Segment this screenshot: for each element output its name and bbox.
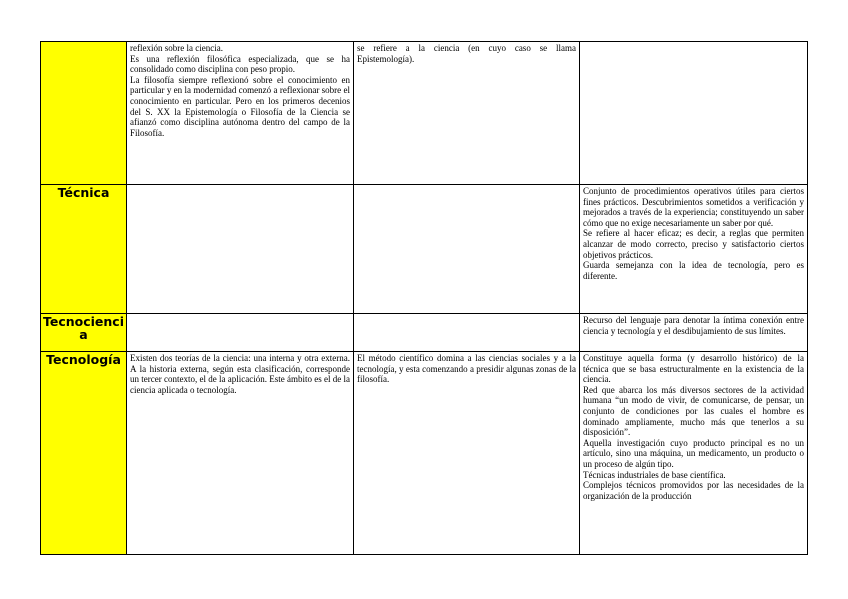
definition-cell [354, 352, 580, 555]
paragraph: Conjunto de procedimientos operativos útiles para ciertos fines prácticos. Descubrimientos sometidos a verificación y mejorados a través de la experiencia; constituyendo un saber cómo que no exige necesariamente un saber por qué. [583, 186, 804, 228]
definition-cell [354, 42, 580, 185]
table-row [41, 314, 808, 352]
term-label: Tecnociencia [43, 314, 125, 342]
paragraph: El método científico domina a las ciencias sociales y a la tecnología, y esta comenzando a presidir algunas zonas de la filosofía. [357, 353, 576, 385]
paragraph: Aquella investigación cuyo producto principal es no un artículo, sino una máquina, un medicamento, un producto o un proceso de algún tipo. [583, 437, 804, 469]
paragraph: Red que abarca los más diversos sectores de la actividad humana “un modo de vivir, de comunicarse, de pensar, un conjunto de condiciones por las cuales el hombre es dominado ampliamente, mucho más que tenerlos a su disposición”. [583, 384, 804, 438]
term-cell [41, 185, 127, 314]
definition-cell [580, 42, 808, 185]
definition-cell [127, 42, 354, 185]
definition-cell [127, 185, 354, 314]
paragraph: reflexión sobre la ciencia. [130, 43, 223, 53]
table-row [41, 42, 808, 185]
definition-cell [580, 314, 808, 352]
paragraph: se refiere a la ciencia (en cuyo caso se llama Epistemología). [357, 43, 576, 64]
paragraph: Se refiere al hacer eficaz; es decir, a reglas que permiten alcanzar de modo correcto, preciso y satisfactorio ciertos objetivos prácticos. [583, 228, 804, 260]
term-cell [41, 352, 127, 555]
paragraph: Guarda semejanza con la idea de tecnología, pero es diferente. [583, 260, 804, 281]
paragraph: Es una reflexión filosófica especializada, que se ha consolidado como disciplina con peso propio. [130, 53, 350, 75]
definition-cell [127, 314, 354, 352]
definition-cell [580, 352, 808, 555]
table-row [41, 352, 808, 555]
paragraph: Complejos técnicos promovidos por las necesidades de la organización de la producción [583, 480, 804, 501]
paragraph: La filosofía siempre reflexionó sobre el conocimiento en particular y en la modernidad comenzó a reflexionar sobre el conocimiento en particular. Pero en los primeros decenios del S. XX la Epistemología o Filosofía de la Ciencia se afianzó como disciplina autónoma dentro del campo de la Filosofía. [130, 74, 350, 138]
definition-cell [580, 185, 808, 314]
definition-cell [127, 352, 354, 555]
paragraph: Constituye aquella forma (y desarrollo histórico) de la técnica que se basa estructuralmente en la existencia de la ciencia. [583, 353, 804, 385]
paragraph: Recurso del lenguaje para denotar la íntima conexión entre ciencia y tecnología y el desdibujamiento de sus límites. [583, 315, 804, 336]
term-cell [41, 314, 127, 352]
paragraph: Existen dos teorías de la ciencia: una interna y otra externa. A la historia externa, según esta clasificación, corresponde un tercer contexto, el de la aplicación. Este ámbito es el de la ciencia aplicada o tecnología. [130, 353, 350, 395]
term-cell [41, 42, 127, 185]
table-row [41, 185, 808, 314]
definition-cell [354, 314, 580, 352]
definition-cell [354, 185, 580, 314]
term-label: Tecnología [46, 352, 121, 367]
term-label: Técnica [57, 185, 110, 200]
paragraph: Técnicas industriales de base científica. [583, 469, 726, 480]
glossary-table [40, 41, 808, 555]
